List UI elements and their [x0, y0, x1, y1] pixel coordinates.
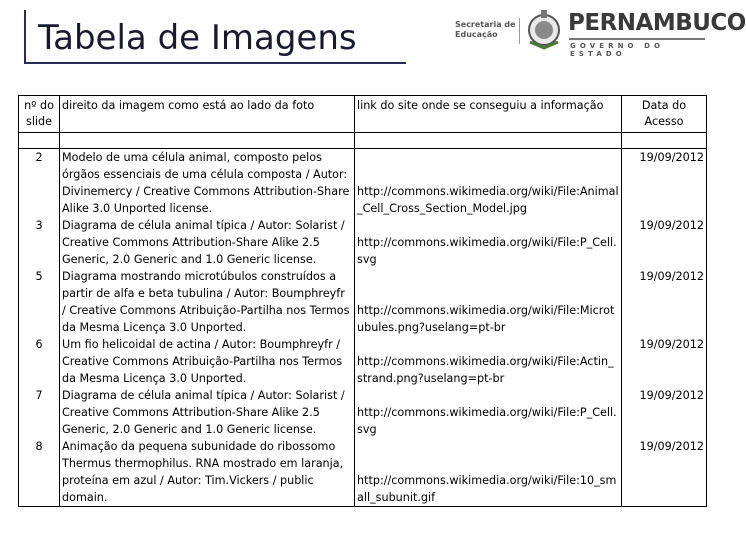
cell-image-credit: Diagrama mostrando microtúbulos construídos a partir de alfa e beta tubulina / Autor: Boumphreyfr / Creative Commons Atribuição-Partilha nos Termos da Mesma Licença 3.0 Unported. [60, 268, 355, 336]
cell-access-date: 19/09/2012 [622, 268, 707, 336]
cell-source-link: http://commons.wikimedia.org/wiki/File:P_Cell.svg [355, 387, 622, 438]
cell-access-date: 19/09/2012 [622, 336, 707, 387]
cell-slide-number: 7 [19, 387, 60, 438]
title-accent-bar [24, 10, 26, 64]
cell-source-link: http://commons.wikimedia.org/wiki/File:Microtubules.png?uselang=pt-br [355, 268, 622, 336]
header-date: Data do Acesso [622, 96, 707, 133]
state-logo-name: PERNAMBUCO [568, 10, 746, 36]
table-row [19, 438, 707, 507]
title-underline [26, 62, 406, 64]
cell-image-credit: Diagrama de célula animal típica / Autor: Solarist / Creative Commons Attribution-Share Alike 2.5 Generic, 2.0 Generic and 1.0 Generic license. [60, 217, 355, 268]
state-logo-subtitle: GOVERNO DO ESTADO [570, 42, 665, 58]
cell-access-date: 19/09/2012 [622, 387, 707, 438]
cell-slide-number: 8 [19, 438, 60, 507]
cell-source-link: http://commons.wikimedia.org/wiki/File:10_small_subunit.gif [355, 438, 622, 507]
cell-source-link: http://commons.wikimedia.org/wiki/File:P_Cell.svg [355, 217, 622, 268]
table-row [19, 149, 707, 218]
header-link: link do site onde se conseguiu a informação [355, 96, 622, 133]
table-row [19, 268, 707, 336]
state-seal-icon [524, 8, 564, 52]
page-title: Tabela de Imagens [38, 18, 357, 58]
cell-access-date: 19/09/2012 [622, 149, 707, 218]
cell-image-credit: Modelo de uma célula animal, composto pelos órgãos essenciais de uma célula composta / Autor: Divinemercy / Creative Commons Attribution-Share Alike 3.0 Unported license. [60, 149, 355, 218]
cell-source-link: http://commons.wikimedia.org/wiki/File:Actin_strand.png?uselang=pt-br [355, 336, 622, 387]
cell-slide-number: 2 [19, 149, 60, 218]
cell-slide-number: 3 [19, 217, 60, 268]
header-credit: direito da imagem como está ao lado da foto [60, 96, 355, 133]
table-row [19, 217, 707, 268]
table-spacer-row [19, 133, 707, 149]
cell-source-link: http://commons.wikimedia.org/wiki/File:Animal_Cell_Cross_Section_Model.jpg [355, 149, 622, 218]
secretaria-label: Secretaria de Educação [455, 20, 516, 39]
table-row [19, 336, 707, 387]
cell-slide-number: 6 [19, 336, 60, 387]
header-slide: nº do slide [19, 96, 60, 133]
table-row [19, 387, 707, 438]
cell-access-date: 19/09/2012 [622, 438, 707, 507]
table-header-row [19, 96, 707, 133]
image-credits-table [18, 95, 707, 507]
cell-image-credit: Diagrama de célula animal típica / Autor: Solarist / Creative Commons Attribution-Share Alike 2.5 Generic, 2.0 Generic and 1.0 Generic license. [60, 387, 355, 438]
cell-access-date: 19/09/2012 [622, 217, 707, 268]
logo-divider [519, 18, 520, 44]
cell-slide-number: 5 [19, 268, 60, 336]
cell-image-credit: Um fio helicoidal de actina / Autor: Boumphreyfr / Creative Commons Atribuição-Partilha nos Termos da Mesma Licença 3.0 Unported. [60, 336, 355, 387]
cell-image-credit: Animação da pequena subunidade do ribossomo Thermus thermophilus. RNA mostrado em laranja, proteína em azul / Autor: Tim.Vickers / public domain. [60, 438, 355, 507]
logo-rule [569, 38, 705, 40]
